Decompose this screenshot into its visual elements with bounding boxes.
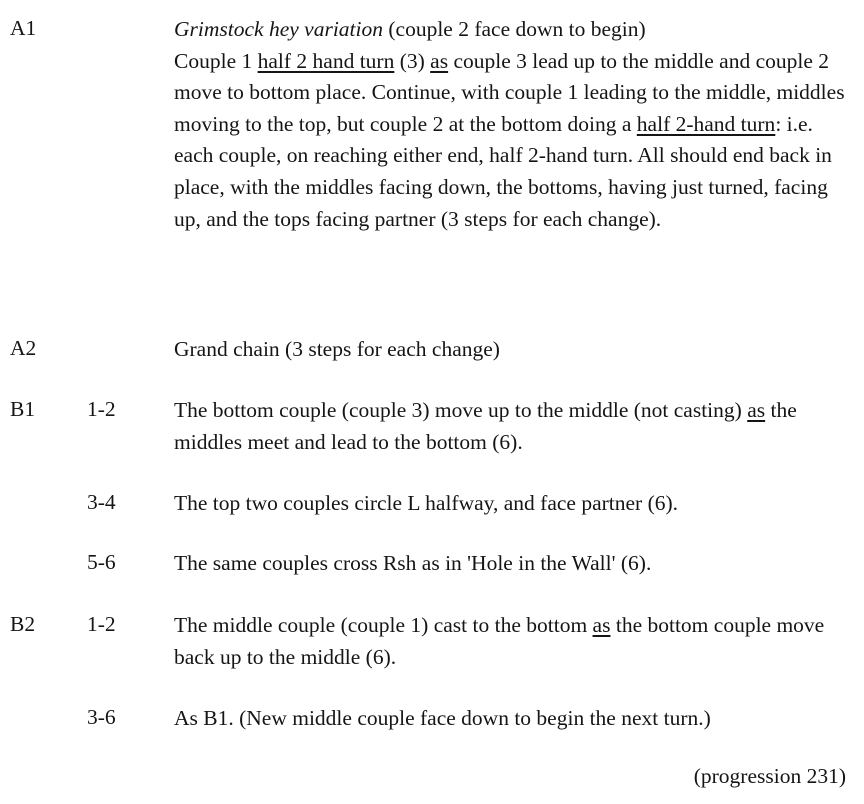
text-segment: : i.e. each couple, on reaching either end, half 2-hand turn. All should end back in place, with the middles facing down, the bottoms, having just turned, facing up, and the tops facing partner (3 steps for each change). <box>174 111 832 231</box>
figure-text-b1-3-4 <box>174 488 846 520</box>
bars-label: 3-6 <box>87 705 116 729</box>
bars-label: 5-6 <box>87 550 116 574</box>
figure-text-b1-5-6 <box>174 548 846 580</box>
bars-label: 1-2 <box>87 397 116 421</box>
text-segment: the middles meet and lead to the bottom (6). <box>174 398 797 454</box>
figure-text-b2-1-2 <box>174 610 846 673</box>
figure-text-b1-1-2 <box>174 395 846 458</box>
figure-text-a2 <box>174 334 846 366</box>
underlined-term: as <box>747 398 766 422</box>
text-segment: couple 3 lead up to the middle and couple 2 move to bottom place. Continue, with couple 1 leading to the middle, middles moving to the top, but couple 2 at the bottom doing a <box>174 48 845 136</box>
text-segment: The middle couple (couple 1) cast to the bottom <box>174 613 593 637</box>
underlined-term: half 2-hand turn <box>636 111 776 136</box>
underlined-term: as <box>430 48 449 73</box>
text-segment: the bottom couple move back up to the middle (6). <box>174 613 825 669</box>
bars-label: 1-2 <box>87 612 116 636</box>
figure-text-b2-3-6 <box>174 703 846 735</box>
text-segment: The bottom couple (couple 3) move up to the middle (not casting) <box>174 398 748 422</box>
figure-label-b2: B2 <box>10 612 36 636</box>
bars-label: 3-4 <box>87 490 116 514</box>
text-segment: The same couples cross Rsh as in 'Hole in the Wall' (6). <box>174 551 652 575</box>
figure-text-a1 <box>174 14 846 235</box>
figure-label-b1: B1 <box>10 397 36 421</box>
underlined-term: half 2 hand turn <box>257 48 395 73</box>
text-segment: Grand chain (3 steps for each change) <box>174 337 500 361</box>
figure-label-a2: A2 <box>10 336 37 360</box>
text-segment: (couple 2 face down to begin) <box>383 17 646 41</box>
text-segment: (3) <box>394 48 431 73</box>
figure-label-a1: A1 <box>10 16 37 40</box>
underlined-term: as <box>592 613 611 637</box>
text-segment: The top two couples circle L halfway, and face partner (6). <box>174 491 679 515</box>
hey-variation-title: Grimstock hey variation <box>174 17 383 41</box>
text-segment: Couple 1 <box>174 48 258 73</box>
text-segment: As B1. (New middle couple face down to begin the next turn.) <box>174 706 711 730</box>
progression-note: (progression 231) <box>693 764 846 788</box>
